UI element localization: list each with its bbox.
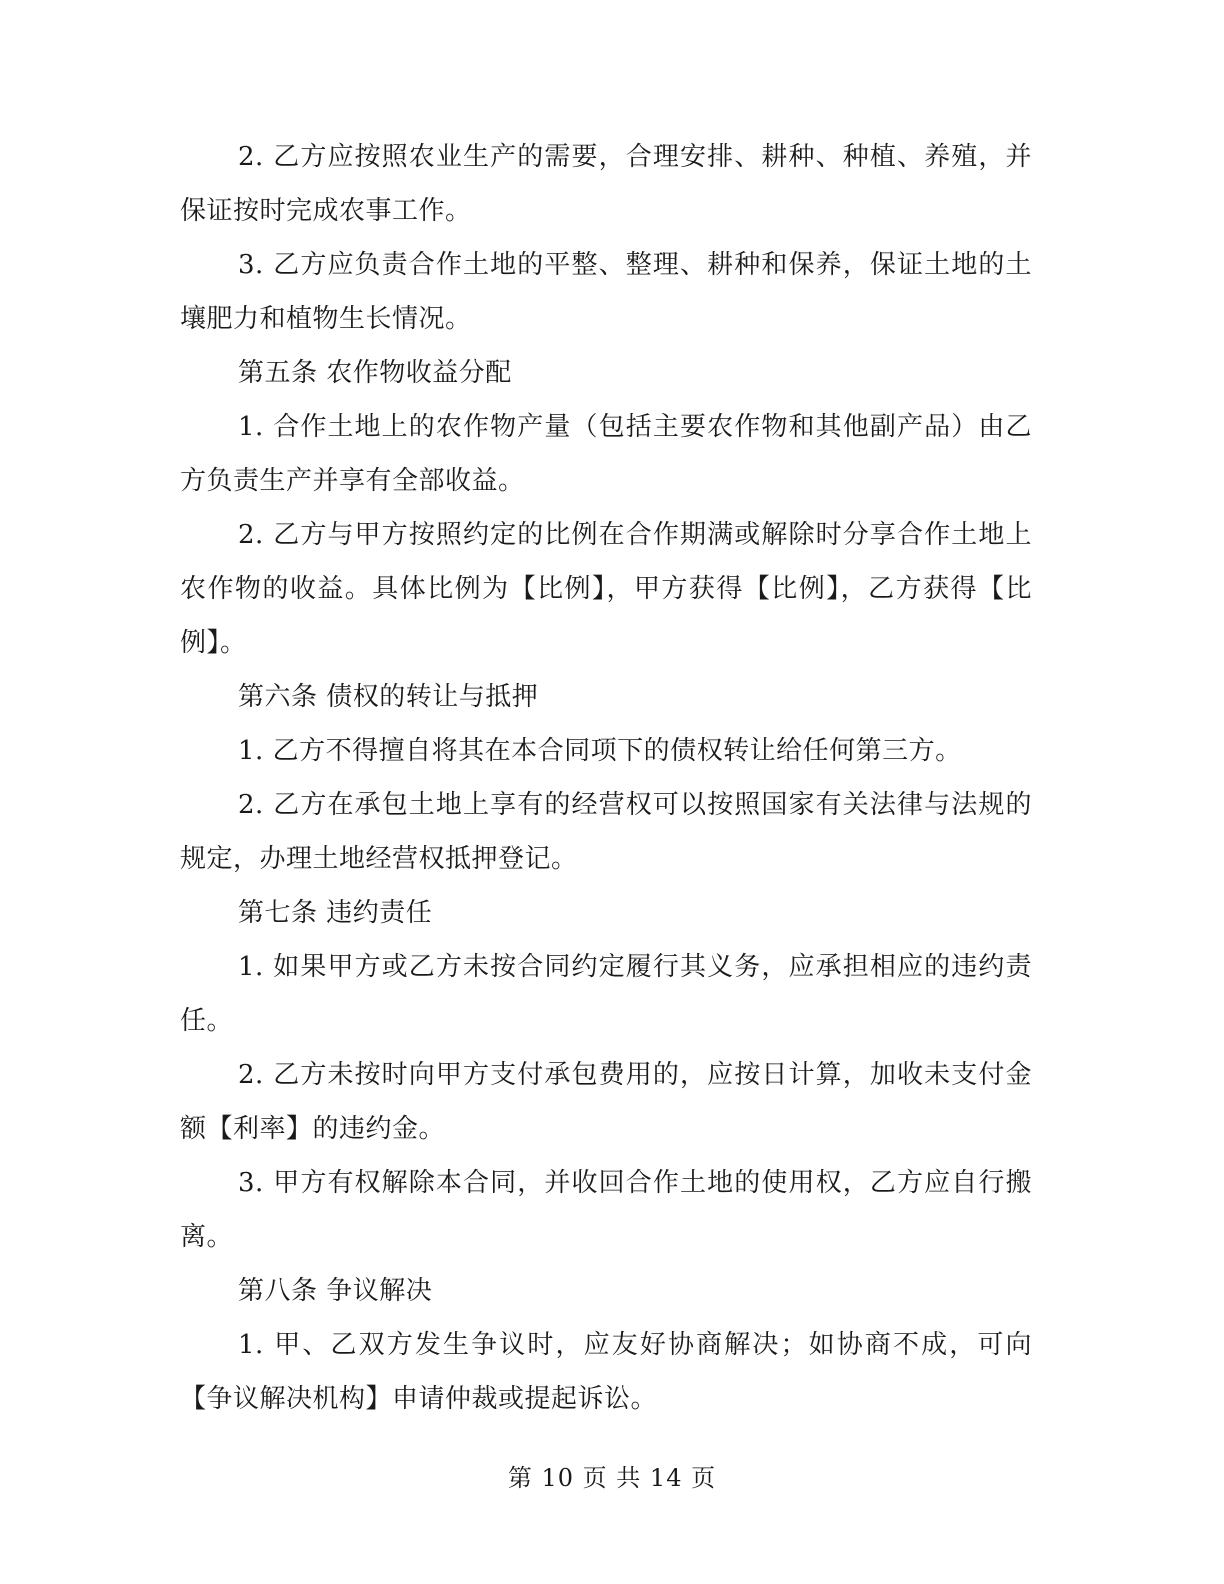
section-heading: 第六条 债权的转让与抵押	[238, 682, 539, 712]
page-number-footer: 第 10 页 共 14 页	[507, 1464, 717, 1492]
section-heading: 第八条 争议解决	[238, 1276, 433, 1306]
clause-paragraph: 1. 如果甲方或乙方未按合同约定履行其义务，应承担相应的违约责任。	[180, 952, 1032, 1036]
clause-paragraph: 3. 甲方有权解除本合同，并收回合作土地的使用权，乙方应自行搬离。	[180, 1168, 1032, 1252]
clause-paragraph: 1. 乙方不得擅自将其在本合同项下的债权转让给任何第三方。	[238, 736, 962, 766]
section-heading: 第七条 违约责任	[238, 898, 433, 928]
clause-paragraph: 3. 乙方应负责合作土地的平整、整理、耕种和保养，保证土地的土壤肥力和植物生长情况。	[180, 250, 1032, 334]
clause-paragraph: 2. 乙方应按照农业生产的需要，合理安排、耕种、种植、养殖，并保证按时完成农事工作。	[180, 142, 1032, 226]
clause-paragraph: 2. 乙方未按时向甲方支付承包费用的，应按日计算，加收未支付金额【利率】的违约金。	[180, 1060, 1032, 1144]
clause-paragraph: 1. 合作土地上的农作物产量（包括主要农作物和其他副产品）由乙方负责生产并享有全部收益。	[180, 412, 1032, 496]
document-body	[180, 130, 1032, 1426]
clause-paragraph: 2. 乙方在承包土地上享有的经营权可以按照国家有关法律与法规的规定，办理土地经营权抵押登记。	[180, 790, 1032, 874]
section-heading: 第五条 农作物收益分配	[238, 358, 512, 388]
clause-paragraph: 1. 甲、乙双方发生争议时，应友好协商解决；如协商不成，可向【争议解决机构】申请仲裁或提起诉讼。	[180, 1330, 1032, 1414]
clause-paragraph: 2. 乙方与甲方按照约定的比例在合作期满或解除时分享合作土地上农作物的收益。具体比例为【比例】，甲方获得【比例】，乙方获得【比例】。	[180, 520, 1032, 658]
